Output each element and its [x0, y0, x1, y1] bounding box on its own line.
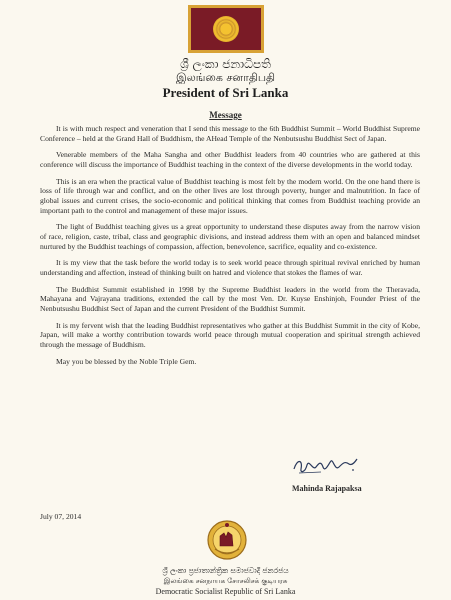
handwritten-signature — [291, 453, 361, 477]
paragraph-7: It is my fervent wish that the leading Buddhist representatives who gather at this Buddhist Summit in the city of Kobe, Japan, will make a worthy contribution towards world peace through mutual cooperation and spiritual strength achieved through the message of Buddhism. — [40, 320, 420, 349]
signer-name: Mahinda Rajapaksa — [292, 484, 362, 493]
message-heading: Message — [209, 110, 242, 120]
paragraph-5: It is my view that the task before the world today is to seek world peace through spiritual revival enriched by human understanding and affection, instead of thinking built on hatred and violence that stokes the flames of war. — [40, 258, 420, 277]
paragraph-6: The Buddhist Summit established in 1998 by the Supreme Buddhist leaders in the world from the Theravada, Mahayana and Vajrayana traditions, extended the call by the most Ven. Dr. Kuyse Enshinjoh, Founder Priest of the Nenbutsushu Buddhist Sect of Japan and the current President of the Buddhist Summit. — [40, 284, 420, 313]
letter-date: July 07, 2014 — [40, 512, 82, 521]
message-body — [40, 124, 420, 373]
footer-sinhala: ශ්‍රී ලංකා ප්‍රජාතාන්ත්‍රික සමාජවාදී ජනරජය — [162, 566, 289, 575]
header-title-sinhala: ශ්‍රී ලංකා ජනාධිපති — [180, 57, 271, 71]
paragraph-2: Venerable members of the Maha Sangha and other Buddhist leaders from 40 countries who are gathered at this conference will discuss the importance of Buddhist teaching in the context of the diverse developments in the world today. — [40, 150, 420, 169]
lotus-emblem-icon — [213, 16, 239, 42]
footer-tamil: இலங்கை சனநாயக சோசலிசக் குடியரசு — [163, 577, 288, 585]
header-title-tamil: இலங்கை சனாதிபதி — [175, 71, 276, 84]
paragraph-4: The light of Buddhist teaching gives us a great opportunity to understand these disputes away from the narrow vision of race, religion, caste, tribal, class and geographic divisions, and instead address them with an open and balanced mindset nurtured by the Buddhist teachings of compassion, affection, benevolence, sacrifice, equality and co-existence. — [40, 222, 420, 251]
footer-english: Democratic Socialist Republic of Sri Lanka — [155, 587, 296, 596]
presidential-flag-emblem — [188, 5, 264, 53]
header-title-english: President of Sri Lanka — [162, 85, 289, 100]
paragraph-8: May you be blessed by the Noble Triple Gem. — [56, 356, 197, 366]
state-emblem-icon — [206, 519, 248, 561]
paragraph-1: It is with much respect and veneration that I send this message to the 6th Buddhist Summit – World Buddhist Supreme Conference – held at the Grand Hall of Buddhism, the AHead Temple of the Nenbutsushu Buddhist Sect of Japan. — [40, 124, 420, 143]
paragraph-3: This is an era when the practical value of Buddhist teaching is most felt by the modern world. On the one hand there is loss of life through war and conflict, and on the other lives are lost through poverty, hunger and malnutrition. In face of global issues and current crises, the socio-economic and political thinking that comes from Buddhist teaching provide an important path to the control and management of these major issues. — [40, 176, 420, 215]
